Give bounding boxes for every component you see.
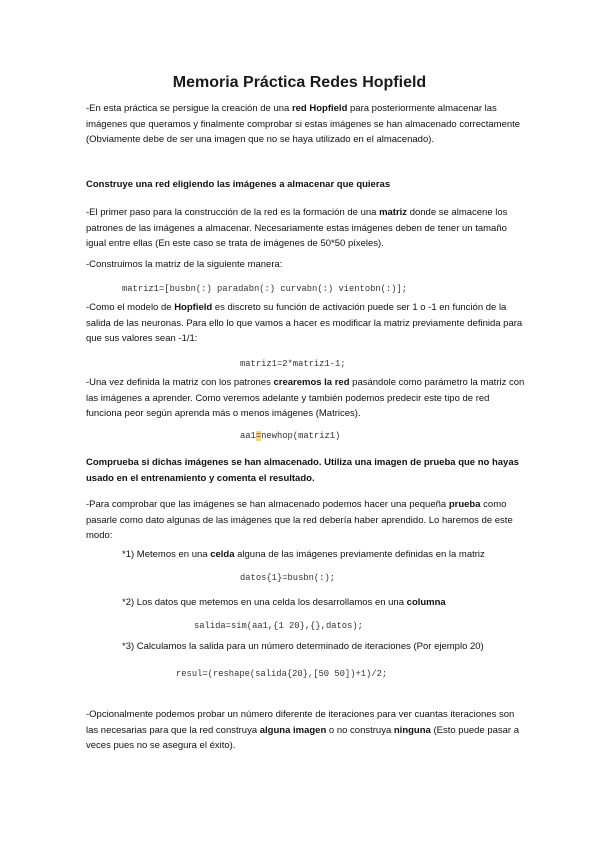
step-2: *2) Los datos que metemos en una celda los desarrollamos en una columna [122,597,446,608]
activation-paragraph: -Como el modelo de Hopfield es discreto su función de activación puede ser 1 o -1 en función de la salida de las neuronas. Para ello lo que vamos a hacer es modificar la matriz previamente definida para que sus valores sean -1/1: [86,302,523,345]
intro-paragraph: -En esta práctica se persigue la creación de una red Hopfield para posteriormente almacenar las imágenes que queramos y finalmente comprobar si estas imágenes se han almacenado correctamente (Obviamente debe de ser una imagen que no se haya utilizado en el almacenado). [86,103,521,146]
test-paragraph: -Para comprobar que las imágenes se han almacenado podemos hacer una pequeña prueba como pasarle como dato algunas de las imágenes que la red debería haber aprendido. Lo haremos de este modo: [86,499,513,542]
code-datos: datos{1}=busbn(:); [240,573,336,583]
build-matrix-paragraph: -Construimos la matriz de la siguiente manera: [86,259,283,270]
section-heading-construye: Construye una red eligiendo las imágenes a almacenar que quieras [86,179,391,190]
step-3: *3) Calculamos la salida para un número determinado de iteraciones (Por ejemplo 20) [122,641,484,652]
code-reshape: resul=(reshape(salida{20},[50 50])+1)/2; [176,669,388,679]
create-network-paragraph: -Una vez definida la matriz con los patrones crearemos la red pasándole como parámetro la matriz con las imágenes a aprender. Como veremos adelante y también podemos predecir este tipo de red funciona peor según aprenda más o menos imágenes (Matrices). [86,377,525,420]
code-matrix-definition: matriz1=[busbn(:) paradabn(:) curvabn(:) vientobn(:)]; [122,284,408,294]
section-heading-comprueba: Comprueba si dichas imágenes se han almacenado. Utiliza una imagen de prueba que no hayas usado en el entrenamiento y comenta el resultado. [86,457,519,484]
code-sim: salida=sim(aa1,{1 20},{},datos); [194,621,363,631]
code-matrix-rescale: matriz1=2*matriz1-1; [240,359,346,369]
highlighted-equals: = [255,431,262,441]
page-title: Memoria Práctica Redes Hopfield [172,74,427,91]
step-1: *1) Metemos en una celda alguna de las imágenes previamente definidas en la matriz [122,549,485,560]
code-newhop: aa1=newhop(matriz1) [240,431,341,441]
optional-paragraph: -Opcionalmente podemos probar un número diferente de iteraciones para ver cuantas iteraciones son las necesarias para que la red construya alguna imagen o no construya ninguna (Esto puede pasar a veces pues no se asegura el éxito). [86,709,520,752]
matrix-paragraph: -El primer paso para la construcción de la red es la formación de una matriz donde se almacene los patrones de las imágenes a almacenar. Necesariamente estas imágenes deben de tener un tamaño igual entre ellas (En este caso se trata de imágenes de 50*50 píxeles). [86,207,508,250]
